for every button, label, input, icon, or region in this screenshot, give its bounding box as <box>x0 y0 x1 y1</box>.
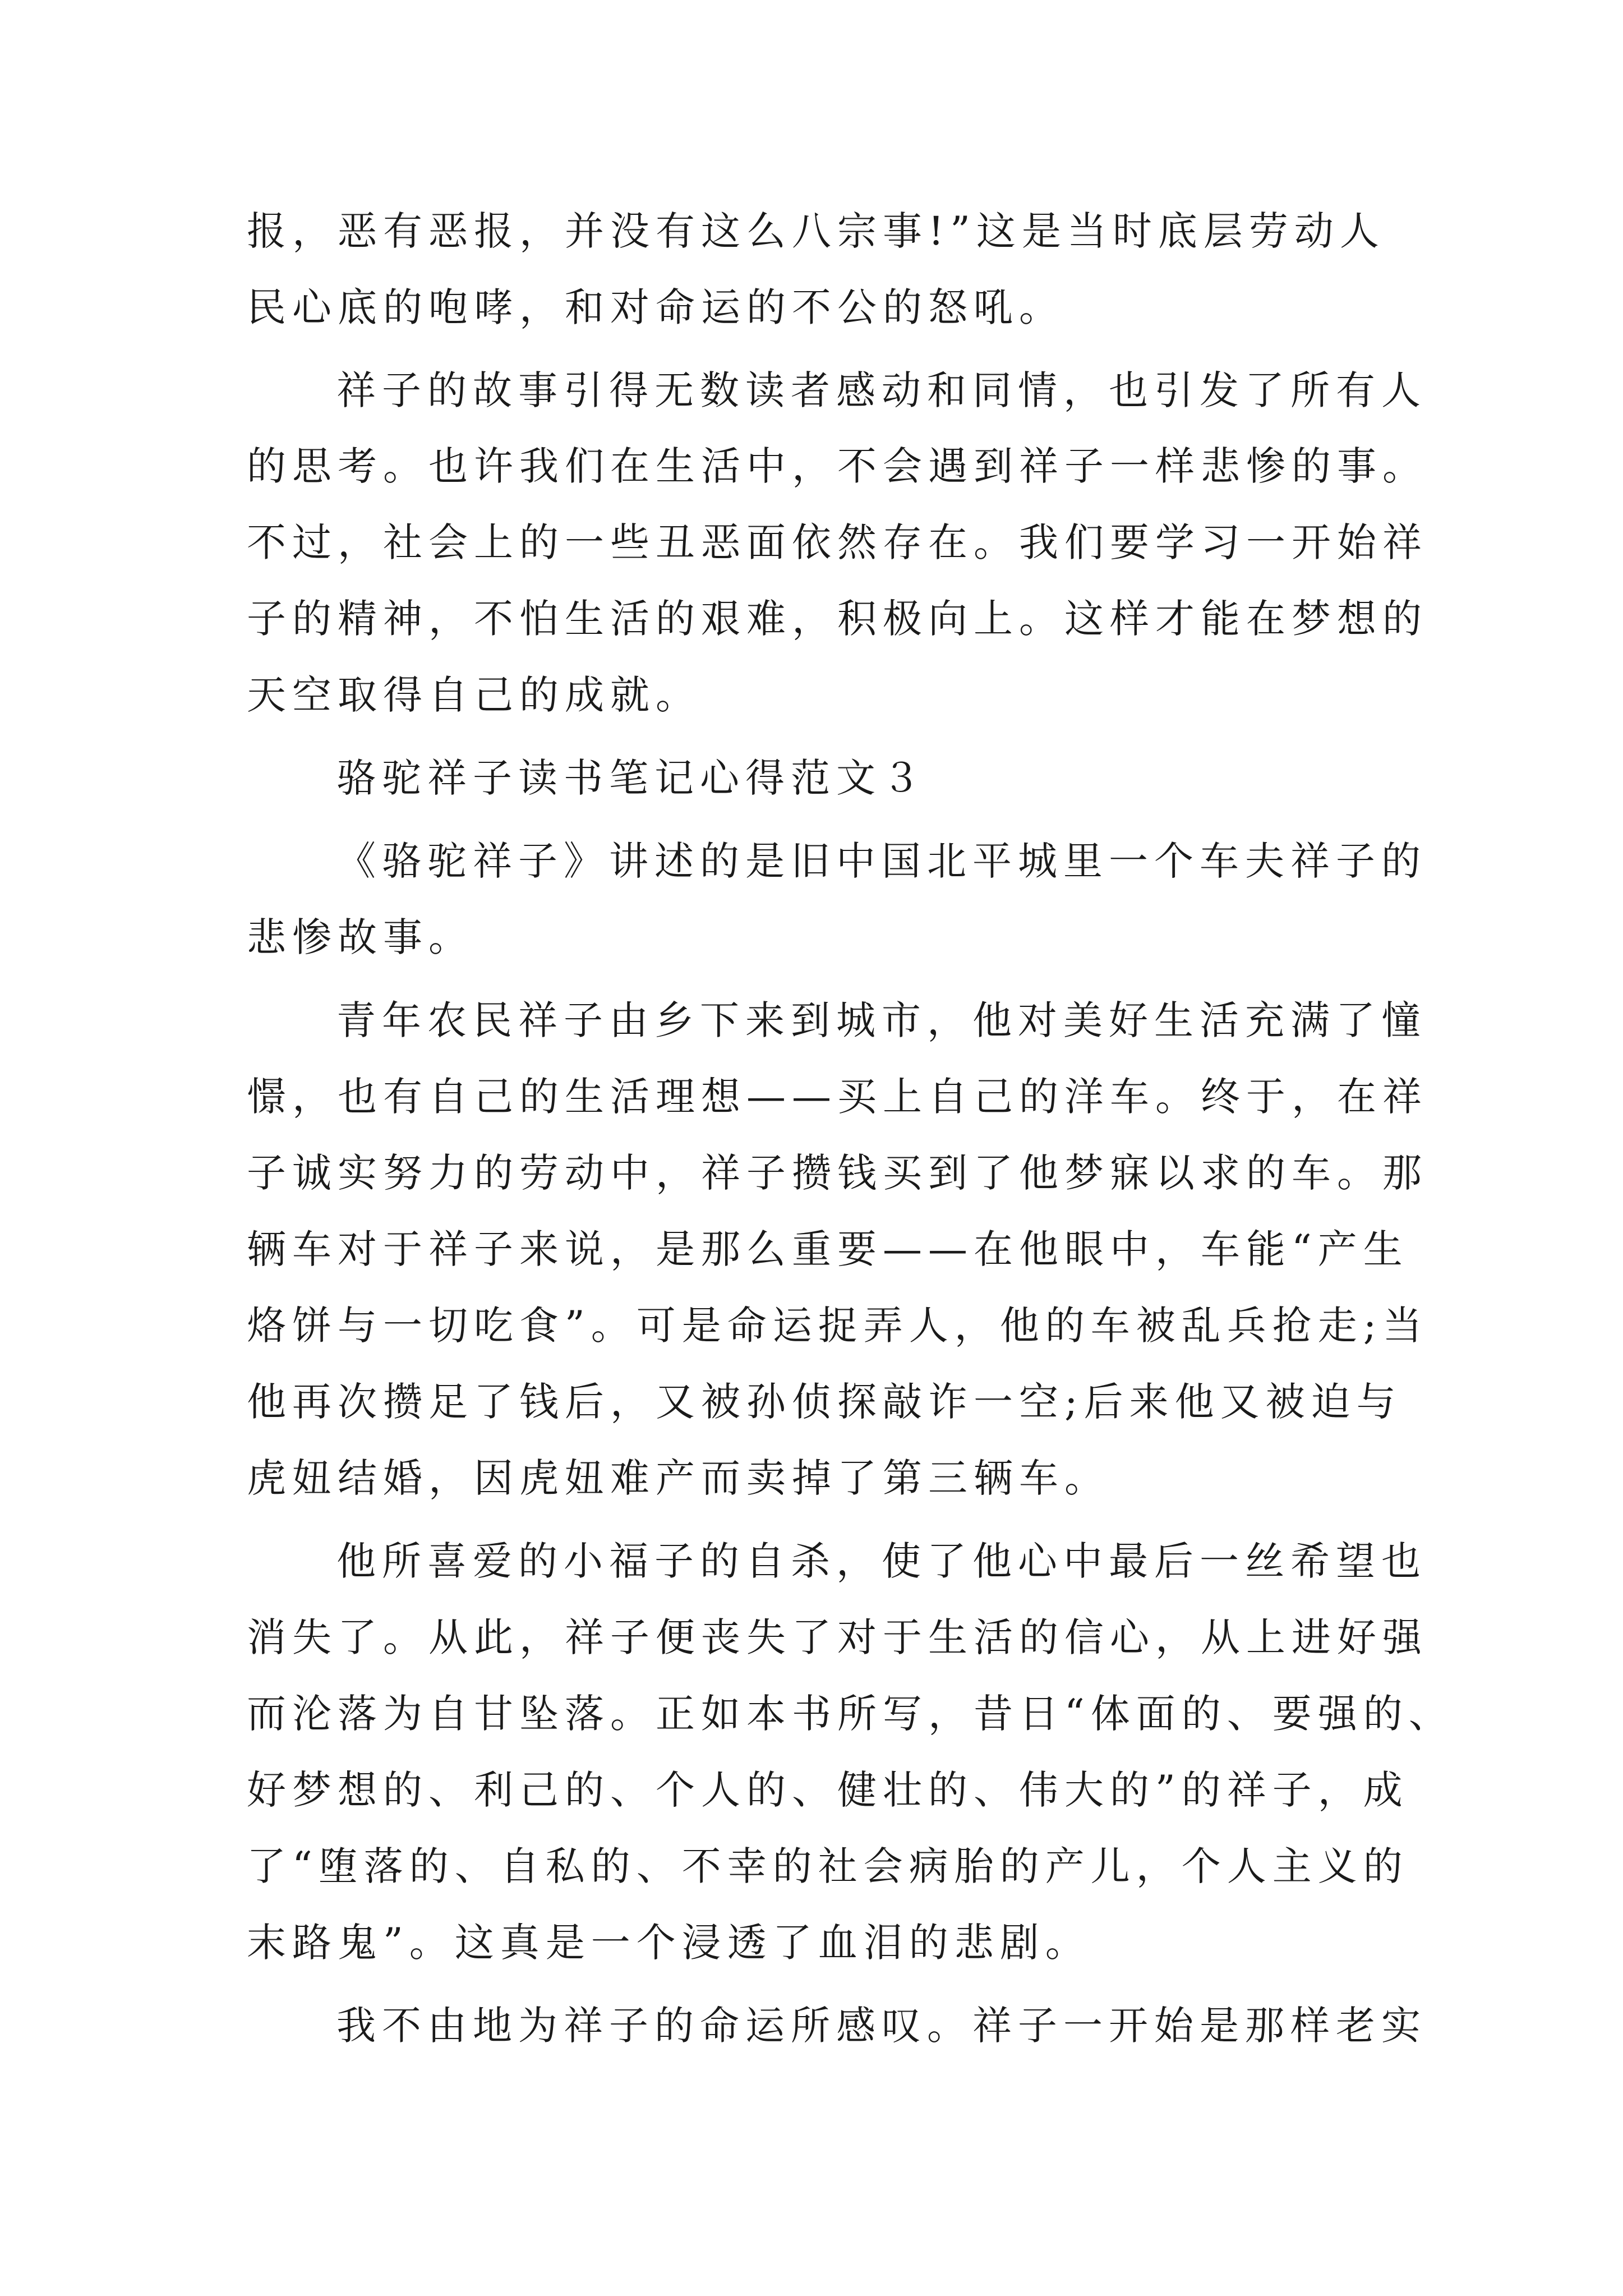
text-line: 末路鬼”。这真是一个浸透了血泪的悲剧。 <box>247 1920 1091 1966</box>
text-line: 子诚实努力的劳动中，祥子攒钱买到了他梦寐以求的车。那 <box>247 1150 1428 1196</box>
paragraph-start-line: 我不由地为祥子的命运所感叹。祥子一开始是那样老实 <box>336 2003 1427 2049</box>
paragraph-start-line: 《骆驼祥子》讲述的是旧中国北平城里一个车夫祥子的 <box>336 838 1427 884</box>
text-line: 好梦想的、利己的、个人的、健壮的、伟大的”的祥子，成 <box>247 1767 1409 1813</box>
text-line: 虎妞结婚，因虎妞难产而卖掉了第三辆车。 <box>247 1455 1110 1501</box>
paragraph-start-line: 青年农民祥子由乡下来到城市，他对美好生活充满了憧 <box>336 997 1427 1043</box>
text-line: 报，恶有恶报，并没有这么八宗事!”这是当时底层劳动人 <box>247 208 1385 254</box>
text-line: 他再次攒足了钱后，又被孙侦探敲诈一空;后来他又被迫与 <box>247 1379 1402 1425</box>
text-line: 消失了。从此，祥子便丧失了对于生活的信心，从上进好强 <box>247 1614 1428 1660</box>
paragraph-start-line: 他所喜爱的小福子的自杀，使了他心中最后一丝希望也 <box>336 1538 1427 1584</box>
text-line: 了“堕落的、自私的、不幸的社会病胎的产儿，个人主义的 <box>247 1843 1409 1889</box>
text-line: 不过，社会上的一些丑恶面依然存在。我们要学习一开始祥 <box>247 519 1428 565</box>
text-line: 民心底的咆哮，和对命运的不公的怒吼。 <box>247 284 1064 330</box>
text-line: 辆车对于祥子来说，是那么重要——在他眼中，车能“产生 <box>247 1226 1409 1272</box>
section-heading: 骆驼祥子读书笔记心得范文３ <box>336 755 927 801</box>
text-line: 而沦落为自甘坠落。正如本书所写，昔日“体面的、要强的、 <box>247 1691 1454 1737</box>
text-line: 天空取得自己的成就。 <box>247 672 701 718</box>
text-line: 憬，也有自己的生活理想——买上自己的洋车。终于，在祥 <box>247 1074 1428 1120</box>
text-line: 的思考。也许我们在生活中，不会遇到祥子一样悲惨的事。 <box>247 443 1428 489</box>
paragraph-start-line: 祥子的故事引得无数读者感动和同情，也引发了所有人 <box>336 367 1427 413</box>
text-line: 悲惨故事。 <box>247 914 474 960</box>
text-line: 子的精神，不怕生活的艰难，积极向上。这样才能在梦想的 <box>247 596 1428 642</box>
text-line: 烙饼与一切吃食”。可是命运捉弄人，他的车被乱兵抢走;当 <box>247 1303 1428 1349</box>
